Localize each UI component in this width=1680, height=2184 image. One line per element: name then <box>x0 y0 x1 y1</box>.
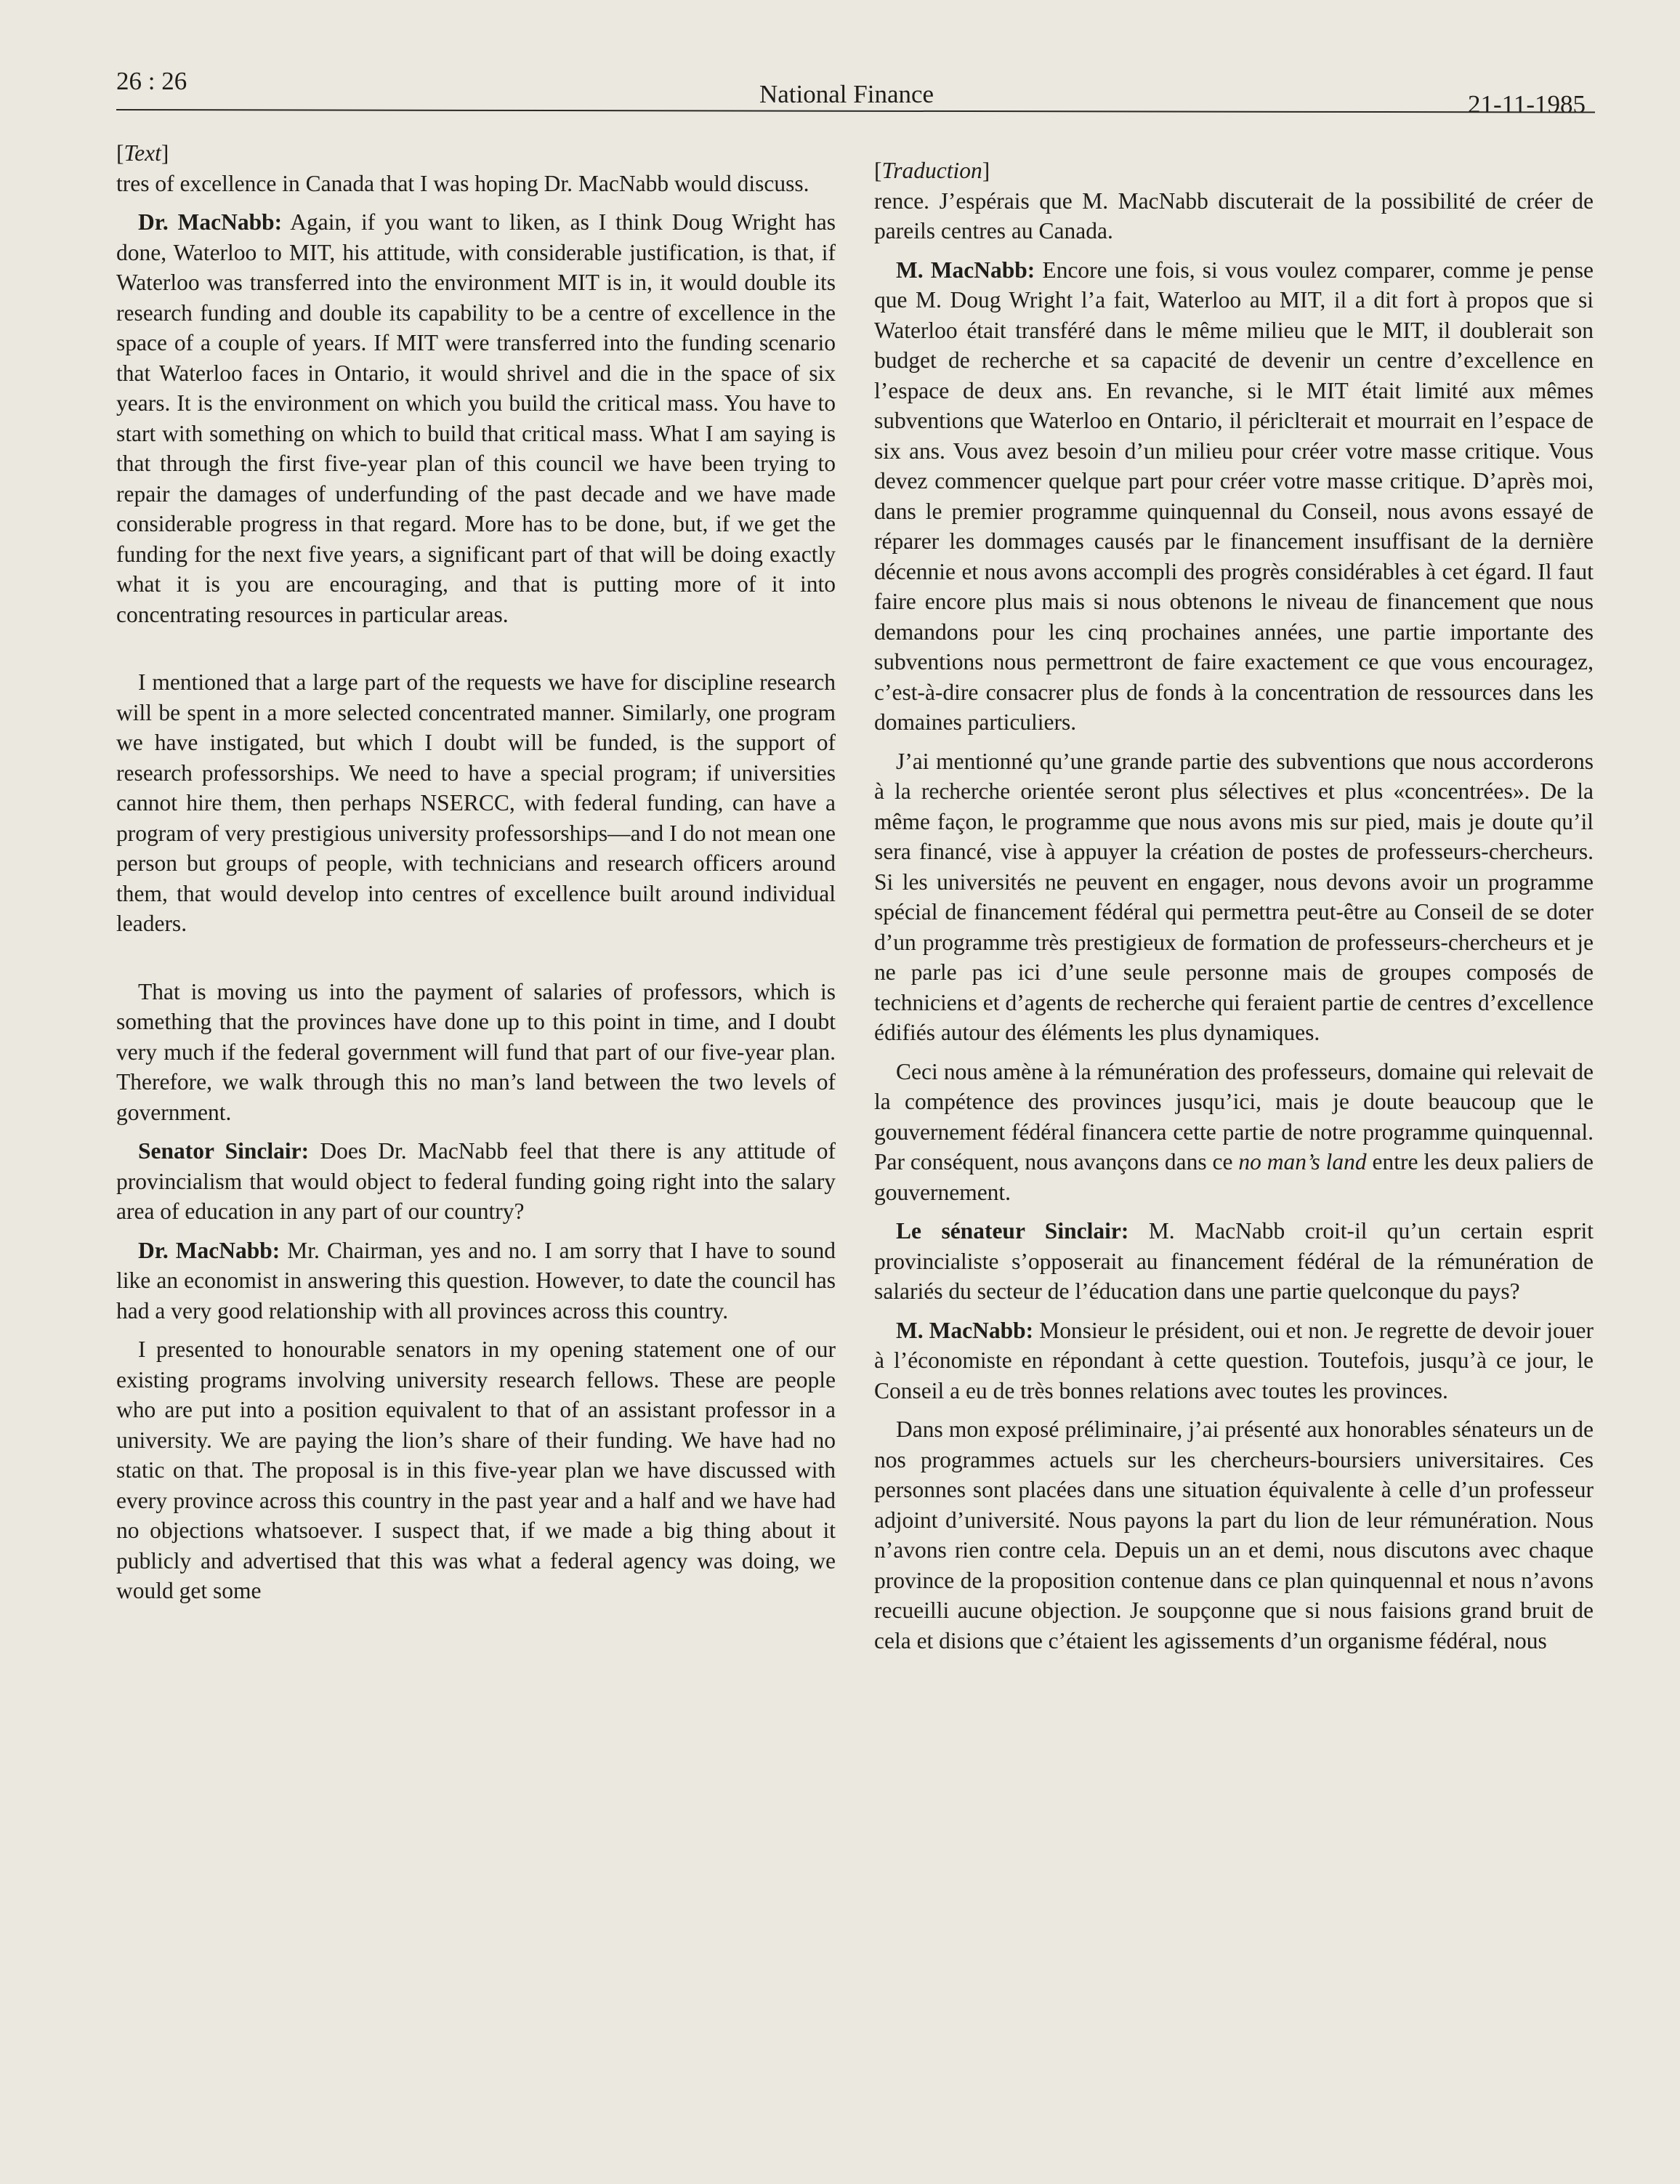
paragraph: Ceci nous amène à la rémunération des professeurs, domaine qui relevait de la compétence des provinces jusqu’ici, mais je doute beaucoup que le gouvernement fédéral financera cette partie de notre programme quinquennal. Par conséquent, nous avançons dans ce no man’s land entre les deux paliers de gouvernement. <box>874 1058 1594 1205</box>
paragraph: tres of excellence in Canada that I was hoping Dr. MacNabb would discuss. <box>116 170 809 196</box>
paragraph: Senator Sinclair: Does Dr. MacNabb feel that there is any attitude of provincialism that would object to federal funding going right into the salary area of education in any part of our country? <box>116 1138 836 1224</box>
section-tag: [Traduction] <box>874 158 990 183</box>
speaker-name: M. MacNabb: <box>896 257 1035 283</box>
french-column <box>874 156 1594 1664</box>
english-column <box>116 138 836 1615</box>
speaker-name: Senator Sinclair: <box>138 1138 310 1164</box>
paragraph: I mentioned that a large part of the requests we have for discipline research will be spent in a more selected concentrated manner. Similarly, one program we have instigated, but which I doubt will be funded, is the support of research professorships. We need to have a special program; if universities cannot hire them, then perhaps NSERCC, with federal funding, can have a program of very prestigious university professorships—and I do not mean one person but groups of people, with technicians and research officers around them, that would develop into centres of excellence built around individual leaders. <box>116 669 836 936</box>
speaker-name: Le sénateur Sinclair: <box>896 1218 1129 1244</box>
paragraph: M. MacNabb: Encore une fois, si vous voulez comparer, comme je pense que M. Doug Wright l’a fait, Waterloo au MIT, il a dit fort à propos que si Waterloo était transféré dans le même milieu que le MIT, il doublerait son budget de recherche et sa capacité de devenir un centre d’excellence en l’espace de deux ans. En revanche, si le MIT était limité aux mêmes subventions que Waterloo en Ontario, il périclterait et mourrait en l’espace de six ans. Vous avez besoin d’un milieu pour créer votre masse critique. Vous devez commencer quelque part pour créer votre masse critique. D’après moi, dans le premier programme quinquennal du Conseil, nous avons essayé de réparer les dommages causés par le financement insuffisant de la dernière décennie et nous avons accompli des progrès considérables à cet égard. Il faut faire encore plus mais si nous obtenons le niveau de financement que nous demandons pour les cinq prochaines années, une partie importante des subventions nous permettront de faire exactement ce que vous encouragez, c’est-à-dire consacrer plus de fonds à la concentration de ressources dans les domaines particuliers. <box>874 257 1594 735</box>
paragraph: J’ai mentionné qu’une grande partie des subventions que nous accorderons à la recherche orientée seront plus sélectives et plus «concentrées». De la même façon, le programme que nous avons mis sur pied, mais je doute qu’il sera financé, vise à appuyer la création de postes de professeurs-chercheurs. Si les universités ne peuvent en engager, nous devons avoir un programme spécial de financement fédéral qui permettra peut-être au Conseil de se doter d’un programme très prestigieux de formation de professeurs-chercheurs et je ne parle pas ici d’une seule personne mais de groupes composés de techniciens et d’agents de recherche qui feraient partie de centres d’excellence édifiés autour des éléments les plus dynamiques. <box>874 748 1594 1045</box>
paragraph: Le sénateur Sinclair: M. MacNabb croit-il qu’un certain esprit provincialiste s’opposerait au financement fédéral de la rémunération de salariés du secteur de l’éducation dans une partie quelconque du pays? <box>874 1218 1594 1304</box>
paragraph: That is moving us into the payment of salaries of professors, which is something that the provinces have done up to this point in time, and I doubt very much if the federal government will fund that part of our five-year plan. Therefore, we walk through this no man’s land between the two levels of government. <box>116 978 836 1125</box>
paragraph: Dr. MacNabb: Again, if you want to liken, as I think Doug Wright has done, Waterloo to MIT, his attitude, with considerable justification, is that, if Waterloo was transferred into the environment MIT is in, it would double its research funding and double its capability to be a centre of excellence in the space of a couple of years. If MIT were transferred into the funding scenario that Waterloo faces in Ontario, it would shrivel and die in the space of six years. It is the environment on which you build the critical mass. You have to start with something on which to build that critical mass. What I am saying is that through the first five-year plan of this council we have been trying to repair the damages of underfunding of the past decade and we have made considerable progress in that regard. More has to be done, but, if we get the funding for the next five years, a significant part of that will be doing exactly what it is you are encouraging, and that is putting more of it into concentrating resources in particular areas. <box>116 209 836 627</box>
header-rule <box>116 109 1595 113</box>
paragraph: Dr. MacNabb: Mr. Chairman, yes and no. I am sorry that I have to sound like an economist in answering this question. However, to date the council has had a very good relationship with all provinces across this country. <box>116 1237 836 1323</box>
speaker-name: Dr. MacNabb: <box>138 1237 280 1263</box>
speaker-name: M. MacNabb: <box>896 1317 1034 1343</box>
issue-date: 21-11-1985 <box>1468 90 1586 118</box>
speaker-name: Dr. MacNabb: <box>138 209 283 235</box>
publication-title: National Finance <box>759 80 934 108</box>
paragraph: M. MacNabb: Monsieur le président, oui et non. Je regrette de devoir jouer à l’économiste en répondant à cette question. Toutefois, jusqu’à ce jour, le Conseil a eu de très bonnes relations avec toutes les provinces. <box>874 1317 1594 1403</box>
section-tag: [Text] <box>116 140 169 166</box>
emphasis-text: no man’s land <box>1238 1149 1367 1174</box>
page-number: 26 : 26 <box>116 67 187 95</box>
paragraph: rence. J’espérais que M. MacNabb discuterait de la possibilité de créer de pareils centres au Canada. <box>874 188 1594 243</box>
paragraph: Dans mon exposé préliminaire, j’ai présenté aux honorables sénateurs un de nos programmes actuels sur les chercheurs-boursiers universitaires. Ces personnes sont placées dans une situation équivalente à celle d’un professeur adjoint d’université. Nous payons la part du lion de leur rémunération. Nous n’avons rien contre cela. Depuis un an et demi, nous discutons avec chaque province de la proposition contenue dans ce plan quinquennal et nous n’avons recueilli aucune objection. Je soupçonne que si nous faisions grand bruit de cela et disions que c’étaient les agissements d’un organisme fédéral, nous <box>874 1417 1594 1653</box>
paragraph: I presented to honourable senators in my opening statement one of our existing programs involving university research fellows. These are people who are put into a position equivalent to that of an assistant professor in a university. We are paying the lion’s share of their funding. We have had no static on that. The proposal is in this five-year plan we have discussed with every province across this country in the past year and a half and we have had no objections whatsoever. I suspect that, if we made a big thing about it publicly and advertised that this was what a federal agency was doing, we would get some <box>116 1337 836 1603</box>
